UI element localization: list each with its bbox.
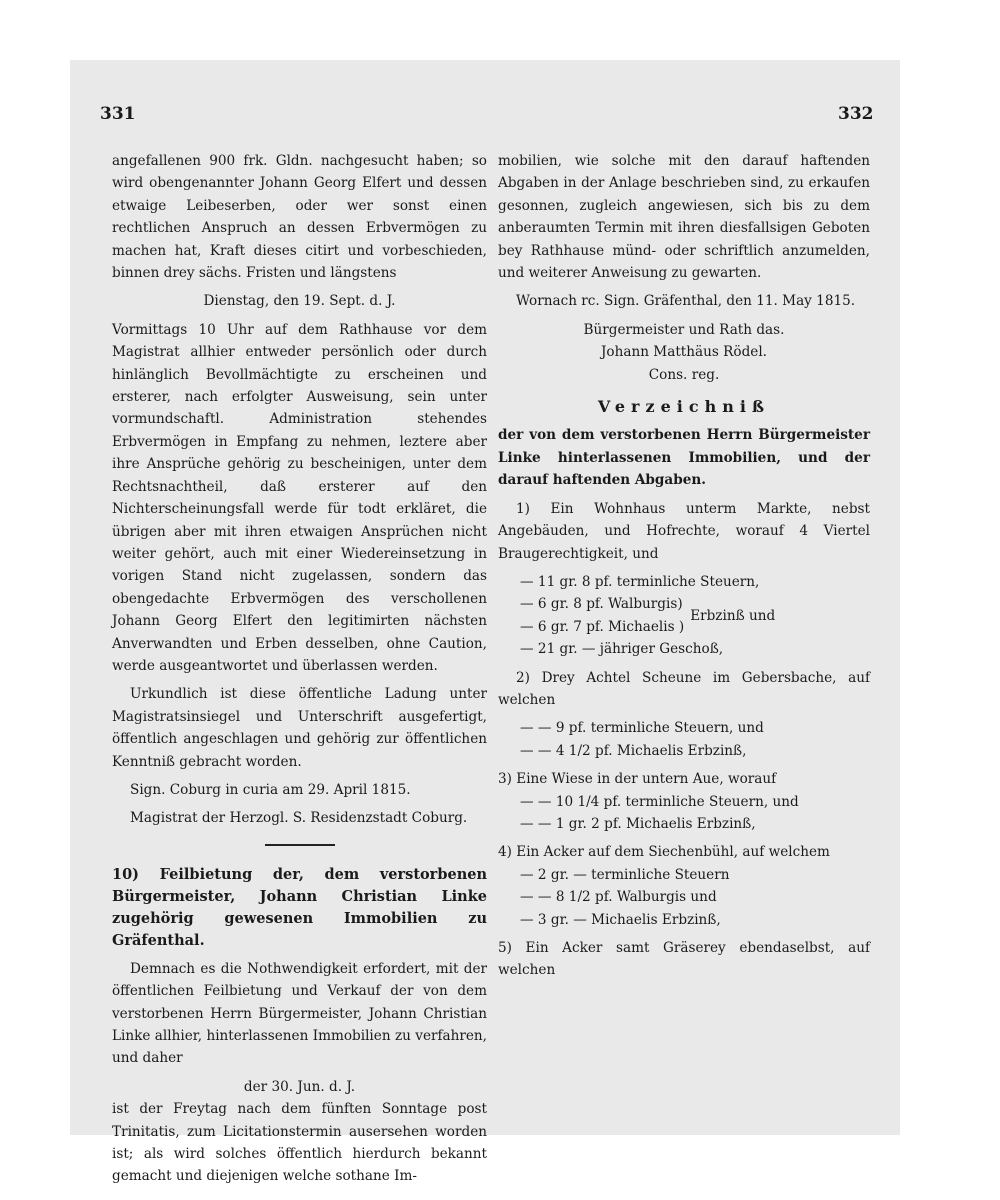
coburg-authority: Magistrat der Herzogl. S. Residenzstadt Coburg. <box>130 810 468 827</box>
left-paragraph-1: angefallenen 900 frk. Gldn. nachgesucht haben; so wird obengenannter Johann Georg Elfert und dessen etwaige Leibeserben, oder wer sonst einen rechtlichen Anspruch an dessen Erbvermögen zu machen hat, Kraft dieses citirt und vorbeschieden, binnen drey sächs. Fristen und längstens <box>112 153 487 282</box>
left-paragraph-2: Vormittags 10 Uhr auf dem Rathhause vor dem Magistrat allhier entweder persönlich oder durch hinlänglich Bevollmächtigte zu erscheinen und ersterer, nach erfolgter Ausweisung, sein unter vormundschaftl. Administration stehendes Erbvermögen in Empfang zu nehmen, leztere aber ihre Ansprüche gehörig zu bescheinigen, unter dem Rechtsnachtheil, daß ersterer auf den Nichterscheinungsfall werde für todt erkläret, die übrigen aber mit ihren etwaigen Ansprüchen nicht weiter gehört, auch mit einer Wiedereinsetzung in vorigen Stand nicht zugelassen, sondern das obengedachte Erbvermögen des verschollenen Johann Georg Elfert den legitimirten nächsten Anverwandten und Erben desselben, ohne Caution, werde ausgeantwortet und überlassen werden. <box>112 321 487 674</box>
inventory-title: Verzeichniß <box>597 397 771 417</box>
coburg-sign-line: Sign. Coburg in curia am 29. April 1815. <box>130 781 411 798</box>
signatory-council: Bürgermeister und Rath das. <box>583 321 785 338</box>
inventory-item-1: 1) Ein Wohnhaus unterm Markte, nebst Angebäuden, und Hofrechte, worauf 4 Viertel Braugerechtigkeit, und <box>498 500 870 562</box>
inventory-subtitle: der von dem verstorbenen Herrn Bürgermeister Linke hinterlassenen Immobilien, und der darauf haftenden Abgaben. <box>498 427 870 489</box>
signatory-title: Cons. reg. <box>648 366 720 383</box>
right-column <box>498 150 870 982</box>
item-1-tax-line: — 11 gr. 8 pf. terminliche Steuern, <box>520 573 760 590</box>
inventory-item-4: 4) Ein Acker auf dem Siechenbühl, auf welchem <box>498 844 830 861</box>
auction-date: der 30. Jun. d. J. <box>243 1078 356 1095</box>
left-paragraph-5: ist der Freytag nach dem fünften Sonntage post Trinitatis, zum Licitationstermin ausersehen worden ist; als wird solches öffentlich hierdurch bekannt gemacht und diejenigen welche sothane Im- <box>112 1101 487 1185</box>
item-1-erbzins-label: Erbzinß und <box>690 607 776 624</box>
signatory-name: Johann Matthäus Rödel. <box>600 344 768 361</box>
inventory-item-3: 3) Eine Wiese in der untern Aue, worauf <box>498 771 777 788</box>
page-number-right: 332 <box>838 104 874 124</box>
page-number-left: 331 <box>100 104 136 124</box>
item-4-walburgis-line: — — 8 1/2 pf. Walburgis und <box>520 889 717 906</box>
section-10-heading: 10) Feilbietung der, dem verstorbenen Bürgermeister, Johann Christian Linke zugehörig gewesenen Immobilien zu Gräfenthal. <box>112 865 487 949</box>
inventory-item-2: 2) Drey Achtel Scheune im Gebersbache, auf welchen <box>498 669 870 708</box>
left-column <box>112 150 487 1188</box>
left-paragraph-4: Demnach es die Nothwendigkeit erfordert, mit der öffentlichen Feilbietung und Verkauf der von dem verstorbenen Herrn Bürgermeister, Johann Christian Linke allhier, hinterlassenen Immobilien zu verfahren, und daher <box>112 960 487 1067</box>
item-2-erbzins-line: — — 4 1/2 pf. Michaelis Erbzinß, <box>520 742 747 759</box>
item-2-tax-line: — — 9 pf. terminliche Steuern, und <box>520 720 764 737</box>
item-3-tax-line: — — 10 1/4 pf. terminliche Steuern, und <box>520 793 799 810</box>
item-4-michaelis-line: — 3 gr. — Michaelis Erbzinß, <box>520 911 721 928</box>
left-paragraph-3: Urkundlich ist diese öffentliche Ladung unter Magistratsinsiegel und Unterschrift ausgefertigt, öffentlich angeschlagen und gehörig zur öffentlichen Kenntniß gebracht worden. <box>112 686 487 770</box>
section-divider <box>265 844 335 846</box>
item-1-geschoss-line: — 21 gr. — jähriger Geschoß, <box>520 641 724 658</box>
item-1-walburgis-line: — 6 gr. 8 pf. Walburgis) <box>520 596 683 613</box>
item-1-michaelis-line: — 6 gr. 7 pf. Michaelis ) <box>520 618 685 635</box>
item-4-tax-line: — 2 gr. — terminliche Steuern <box>520 866 730 883</box>
inventory-item-5: 5) Ein Acker samt Gräserey ebendaselbst, auf welchen <box>498 940 870 979</box>
item-1-erbzins-group <box>498 593 870 638</box>
item-3-erbzins-line: — — 1 gr. 2 pf. Michaelis Erbzinß, <box>520 815 756 832</box>
summons-date: Dienstag, den 19. Sept. d. J. <box>203 293 396 310</box>
graefenthal-sign-line: Wornach rc. Sign. Gräfenthal, den 11. May 1815. <box>516 293 856 310</box>
right-paragraph-1: mobilien, wie solche mit den darauf haftenden Abgaben in der Anlage beschrieben sind, zu erkaufen gesonnen, zugleich angewiesen, sich bis zu dem anberaumten Termin mit ihren diesfallsigen Geboten bey Rathhause münd- oder schriftlich anzumelden, und weiterer Anweisung zu gewarten. <box>498 153 870 282</box>
